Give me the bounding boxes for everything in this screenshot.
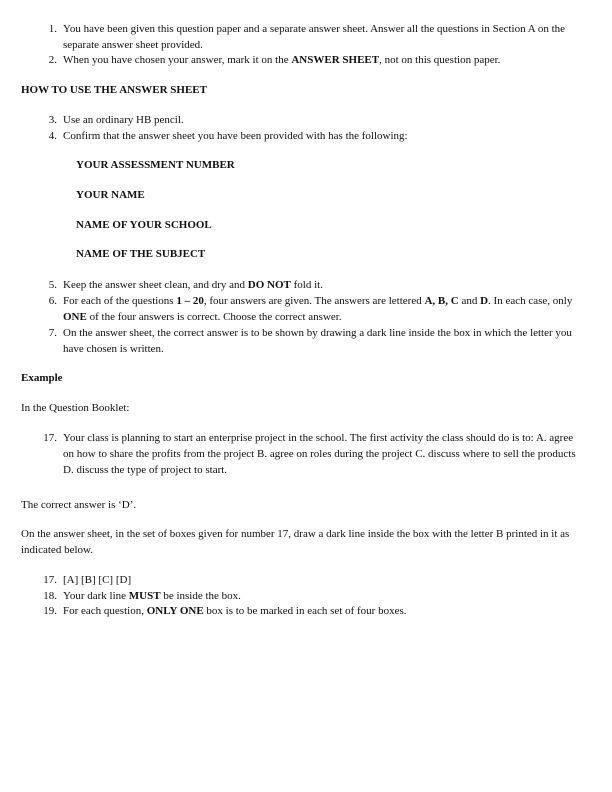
- text: of the four answers is correct. Choose the correct answer.: [86, 311, 342, 323]
- bold-text: HOW TO USE THE ANSWER SHEET: [21, 84, 207, 96]
- numbered-instruction: [38, 128, 583, 144]
- item-text: [57, 277, 583, 293]
- bold-text: ONE: [63, 311, 87, 323]
- paragraph: [21, 370, 591, 386]
- answer-sheet-field: [76, 246, 205, 262]
- item-text: [57, 325, 583, 357]
- text: On the answer sheet, the correct answer is to be shown by drawing a dark line inside the box in which the letter you have chosen is written.: [63, 327, 572, 355]
- bold-text: D: [480, 295, 489, 307]
- text: . In each case, only: [488, 295, 573, 307]
- item-number: 17.: [43, 574, 57, 586]
- item-number: 5.: [48, 279, 57, 291]
- item-number: 2.: [48, 54, 57, 66]
- item-text: [57, 430, 583, 478]
- item-number: 3.: [48, 114, 57, 126]
- numbered-instruction: [38, 572, 583, 588]
- item-text: [57, 112, 583, 128]
- item-number: 1.: [48, 23, 57, 35]
- text: For each of the questions: [63, 295, 177, 307]
- item-number: 19.: [43, 605, 57, 617]
- item-text: [57, 52, 583, 68]
- text: When you have chosen your answer, mark it on the: [63, 54, 292, 66]
- text: NAME OF YOUR SCHOOL: [76, 219, 212, 231]
- item-number: 4.: [48, 130, 57, 142]
- paragraph: [21, 526, 591, 558]
- text: Confirm that the answer sheet you have been provided with has the following:: [63, 130, 408, 142]
- bold-text: 1 – 20: [176, 295, 204, 307]
- text: Your dark line: [63, 590, 129, 602]
- text: NAME OF THE SUBJECT: [76, 248, 206, 260]
- text: [A] [B] [C] [D]: [63, 574, 132, 586]
- item-text: [57, 572, 583, 588]
- text: and: [458, 295, 481, 307]
- paragraph: [21, 400, 591, 416]
- text: In the Question Booklet:: [21, 402, 130, 414]
- text: YOUR NAME: [76, 189, 145, 201]
- bold-text: ANSWER SHEET: [291, 54, 380, 66]
- answer-sheet-field: [76, 187, 145, 203]
- item-number: 17.: [43, 432, 57, 444]
- item-text: [57, 293, 583, 325]
- numbered-instruction: [38, 112, 583, 128]
- numbered-instruction: [38, 52, 583, 68]
- item-number: 7.: [48, 327, 57, 339]
- text: be inside the box.: [160, 590, 241, 602]
- text: box is to be marked in each set of four boxes.: [203, 605, 407, 617]
- item-text: [57, 588, 583, 604]
- paragraph: [21, 82, 591, 98]
- bold-text: Example: [21, 372, 63, 384]
- text: Use an ordinary HB pencil.: [63, 114, 184, 126]
- bold-text: MUST: [128, 590, 161, 602]
- text: fold it.: [290, 279, 323, 291]
- numbered-instruction: [38, 430, 583, 478]
- text: You have been given this question paper and a separate answer sheet. Answer all the questions in Section A on the separate answer sheet provided.: [63, 23, 566, 51]
- item-text: [57, 128, 583, 144]
- item-text: [57, 21, 583, 53]
- answer-sheet-field: [76, 217, 212, 233]
- item-text: [57, 603, 583, 619]
- text: The correct answer is ‘D’.: [21, 499, 137, 511]
- text: , four answers are given. The answers are lettered: [203, 295, 425, 307]
- answer-sheet-field: [76, 157, 235, 173]
- text: On the answer sheet, in the set of boxes given for number 17, draw a dark line inside the box with the letter B printed in it as indicated below.: [21, 528, 570, 556]
- numbered-instruction: [38, 588, 583, 604]
- text: Your class is planning to start an enterprise project in the school. The first activity the class should do is to: A. agree on how to share the profits from the project B. agree on roles during the project C. discuss where to sell the products D. discuss the type of project to start.: [63, 432, 576, 476]
- item-number: 6.: [48, 295, 57, 307]
- numbered-instruction: [38, 21, 583, 53]
- numbered-instruction: [38, 325, 583, 357]
- paragraph: [21, 497, 591, 513]
- bold-text: ONLY ONE: [146, 605, 204, 617]
- text: For each question,: [63, 605, 147, 617]
- text: Keep the answer sheet clean, and dry and: [63, 279, 248, 291]
- numbered-instruction: [38, 293, 583, 325]
- numbered-instruction: [38, 277, 583, 293]
- text: YOUR ASSESSMENT NUMBER: [76, 159, 235, 171]
- bold-text: A, B, C: [424, 295, 459, 307]
- item-number: 18.: [43, 590, 57, 602]
- numbered-instruction: [38, 603, 583, 619]
- text: , not on this question paper.: [379, 54, 501, 66]
- bold-text: DO NOT: [247, 279, 291, 291]
